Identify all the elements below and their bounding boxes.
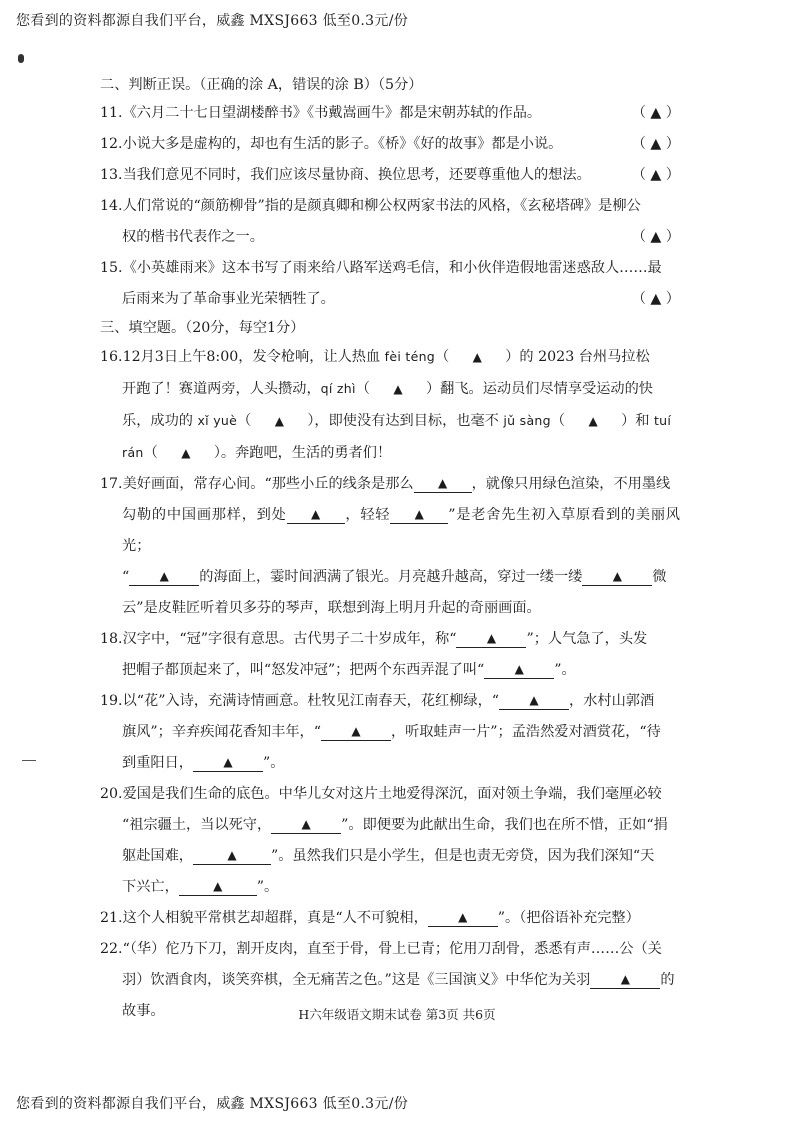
question-text: （	[143, 445, 158, 461]
fill-question	[100, 903, 680, 934]
fill-question	[100, 779, 680, 903]
question-text: ”。	[256, 879, 279, 895]
answer-blank[interactable]: ▲	[456, 629, 526, 648]
question-text: 16.12月3日上午8:00，发令枪响，让人热血	[100, 349, 385, 365]
answer-blank[interactable]: ▲	[129, 567, 199, 586]
question-line	[100, 655, 680, 686]
section-2-title: 二、判断正误。（正确的涂 A，错误的涂 B）（5分）	[100, 77, 423, 93]
pinyin-text: fèi téng	[384, 349, 436, 364]
judge-question	[100, 160, 680, 191]
answer-blank[interactable]: ▲	[274, 414, 284, 428]
page-footer: H六年级语文期末试卷 第3页 共6页	[298, 1007, 496, 1022]
question-line	[100, 405, 680, 437]
question-text: ”。即便要为此献出生命，我们也在所不惜，正如“捐	[341, 817, 668, 833]
answer-mark[interactable]: （ ▲ ）	[631, 167, 680, 183]
question-text: 躯赴国难，	[122, 848, 193, 864]
question-text: 旗风”；辛弃疾闻花香知丰年，“	[122, 724, 321, 740]
answer-blank[interactable]: ▲	[414, 474, 472, 493]
answer-blank[interactable]: ▲	[193, 846, 271, 865]
question-text: ”。	[554, 662, 576, 678]
section-3-title: 三、填空题。（20分，每空1分）	[100, 320, 305, 336]
answer-mark[interactable]: （ ▲ ）	[631, 229, 680, 245]
question-text: 故事。	[122, 1003, 165, 1019]
question-text: 后雨来为了革命事业光荣牺牲了。	[122, 291, 335, 307]
answer-mark[interactable]: （ ▲ ）	[631, 291, 680, 307]
question-line	[100, 872, 680, 903]
answer-blank[interactable]: ▲	[390, 505, 448, 524]
fill-question	[100, 624, 680, 686]
question-text: ”。	[262, 755, 285, 771]
question-line	[100, 284, 680, 315]
question-text: 22.“（华）佗乃下刀，割开皮肉，直至于骨，骨上已青；佗用刀刮骨，悉悉有声……公（关	[100, 941, 662, 957]
question-line	[100, 841, 680, 872]
pinyin-text: xǐ yuè	[197, 413, 238, 428]
question-line	[100, 222, 680, 253]
answer-blank[interactable]: ▲	[287, 505, 345, 524]
answer-blank[interactable]: ▲	[499, 691, 569, 710]
question-text: ，听取蛙声一片”；孟浩然爱对酒赏花，“待	[390, 724, 661, 740]
question-line	[100, 341, 680, 373]
question-line: 15.《小英雄雨来》这本书写了雨来给八路军送鸡毛信，和小伙伴造假地雷迷惑敌人……最	[100, 260, 662, 276]
judge-question	[100, 129, 680, 160]
question-text: ）和	[621, 413, 654, 429]
question-line	[100, 810, 680, 841]
question-line	[100, 748, 680, 779]
section-3-questions	[100, 341, 680, 1027]
answer-blank[interactable]: ▲	[193, 753, 263, 772]
question-line	[100, 562, 680, 593]
question-line	[100, 779, 680, 810]
question-line	[100, 129, 680, 160]
fill-question	[100, 341, 680, 469]
question-line: 14.人们常说的“颜筋柳骨”指的是颜真卿和柳公权两家书法的风格，《玄秘塔碑》是柳公	[100, 198, 641, 214]
question-text: 羽）饮酒食肉，谈笑弈棋，全无痛苦之色。”这是《三国演义》中华佗为关羽	[122, 972, 591, 988]
question-line	[100, 469, 680, 500]
question-text: ）翻飞。运动员们尽情享受运动的快	[425, 381, 653, 397]
question-line	[100, 624, 680, 655]
question-text: 的	[660, 972, 675, 988]
scan-tick	[22, 760, 36, 761]
answer-blank[interactable]: ▲	[321, 722, 391, 741]
fill-question	[100, 469, 680, 624]
question-text: 21.这个人相貌平常棋艺却超群，真是“人不可貌相，	[100, 910, 428, 926]
question-line	[100, 373, 680, 405]
answer-blank[interactable]: ▲	[271, 815, 341, 834]
question-line	[100, 593, 680, 624]
pinyin-text: qí zhì	[320, 381, 356, 396]
question-text: 乐，成功的	[122, 413, 198, 429]
answer-blank[interactable]: ▲	[588, 414, 598, 428]
pinyin-text: tuí	[653, 413, 672, 428]
question-text: ，轻轻	[344, 507, 391, 523]
answer-blank[interactable]: ▲	[472, 350, 482, 364]
question-line	[100, 686, 680, 717]
question-text: 微	[652, 569, 667, 585]
pinyin-text: rán	[122, 445, 144, 460]
answer-blank[interactable]: ▲	[484, 660, 554, 679]
question-text: 把帽子都顶起来了，叫“怒发冲冠”；把两个东西弄混了叫“	[122, 662, 485, 678]
answer-mark[interactable]: （ ▲ ）	[631, 136, 680, 152]
fill-question	[100, 686, 680, 779]
question-text: （	[435, 349, 450, 365]
question-line	[100, 98, 680, 129]
question-text: （	[550, 413, 566, 429]
question-text: （	[355, 381, 370, 397]
watermark-top: 您看到的资料都源自我们平台，威鑫 MXSJ663 低至0.3元/份	[16, 13, 409, 29]
section-2-questions	[100, 98, 680, 315]
question-text: 勾勒的中国画那样，到处	[122, 507, 287, 523]
question-text: 下兴亡，	[122, 879, 179, 895]
answer-blank[interactable]: ▲	[582, 567, 652, 586]
judge-question	[100, 253, 680, 315]
answer-blank[interactable]: ▲	[393, 382, 403, 396]
question-line	[100, 717, 680, 748]
question-text: ）的 2023 台州马拉松	[505, 349, 650, 365]
question-text: “	[122, 569, 130, 585]
judge-question	[100, 98, 680, 129]
question-text: ，水村山郭酒	[569, 693, 655, 709]
answer-blank[interactable]: ▲	[179, 877, 257, 896]
answer-blank[interactable]: ▲	[590, 970, 660, 989]
question-text: 12.小说大多是虚构的，却也有生活的影子。《桥》《好的故事》都是小说。	[100, 136, 563, 152]
answer-blank[interactable]: ▲	[181, 446, 191, 460]
question-line	[100, 500, 680, 562]
pinyin-text: jǔ sàng	[503, 413, 551, 428]
question-text: “祖宗疆土，当以死守，	[122, 817, 272, 833]
question-text: ”；人气急了，头发	[526, 631, 648, 647]
question-text: 开跑了！赛道两旁，人头攒动，	[122, 381, 321, 397]
question-text: 20.爱国是我们生命的底色。中华儿女对这片土地爱得深沉，面对领土争端，我们毫厘必较	[100, 786, 662, 802]
question-text: 云”是皮鞋匠听着贝多芬的琴声，联想到海上明月升起的奇丽画面。	[122, 600, 541, 616]
question-text: 11.《六月二十七日望湖楼醉书》《书戴嵩画牛》都是宋朝苏轼的作品。	[100, 105, 542, 121]
question-text: 19.以“花”入诗，充满诗情画意。杜牧见江南春天，花红柳绿，“	[100, 693, 500, 709]
question-text: （	[237, 413, 252, 429]
question-text: ）。奔跑吧，生活的勇者们！	[213, 445, 392, 461]
question-text: 13.当我们意见不同时，我们应该尽量协商、换位思考，还要尊重他人的想法。	[100, 167, 591, 183]
question-text: 权的楷书代表作之一。	[122, 229, 264, 245]
scan-mark	[18, 54, 24, 63]
answer-blank[interactable]: ▲	[428, 908, 498, 927]
exam-body	[100, 72, 680, 1027]
question-text: 18.汉字中，“冠”字很有意思。古代男子二十岁成年，称“	[100, 631, 457, 647]
question-text: ”。（把俗语补充完整）	[497, 910, 640, 926]
question-text: 的海面上，霎时间洒满了银光。月亮越升越高，穿过一缕一缕	[199, 569, 583, 585]
answer-mark[interactable]: （ ▲ ）	[631, 105, 680, 121]
question-line	[100, 965, 680, 996]
question-line	[100, 903, 680, 934]
question-text: 到重阳日，	[122, 755, 193, 771]
watermark-bottom: 您看到的资料都源自我们平台，威鑫 MXSJ663 低至0.3元/份	[16, 1096, 409, 1112]
question-text: ”。虽然我们只是小学生，但是也责无旁贷，因为我们深知“天	[270, 848, 655, 864]
question-text: 17.美好画面，常存心间。“那些小丘的线条是那么	[100, 476, 414, 492]
question-line	[100, 160, 680, 191]
question-text: ），即使没有达到目标，也毫不	[307, 413, 504, 429]
question-line	[100, 934, 680, 965]
question-text: ”是老舍先生初入草原看到的美丽风光；	[122, 507, 680, 554]
judge-question	[100, 191, 680, 253]
question-text: ，就像只用绿色渲染，不用墨线	[471, 476, 671, 492]
question-line	[100, 437, 680, 469]
